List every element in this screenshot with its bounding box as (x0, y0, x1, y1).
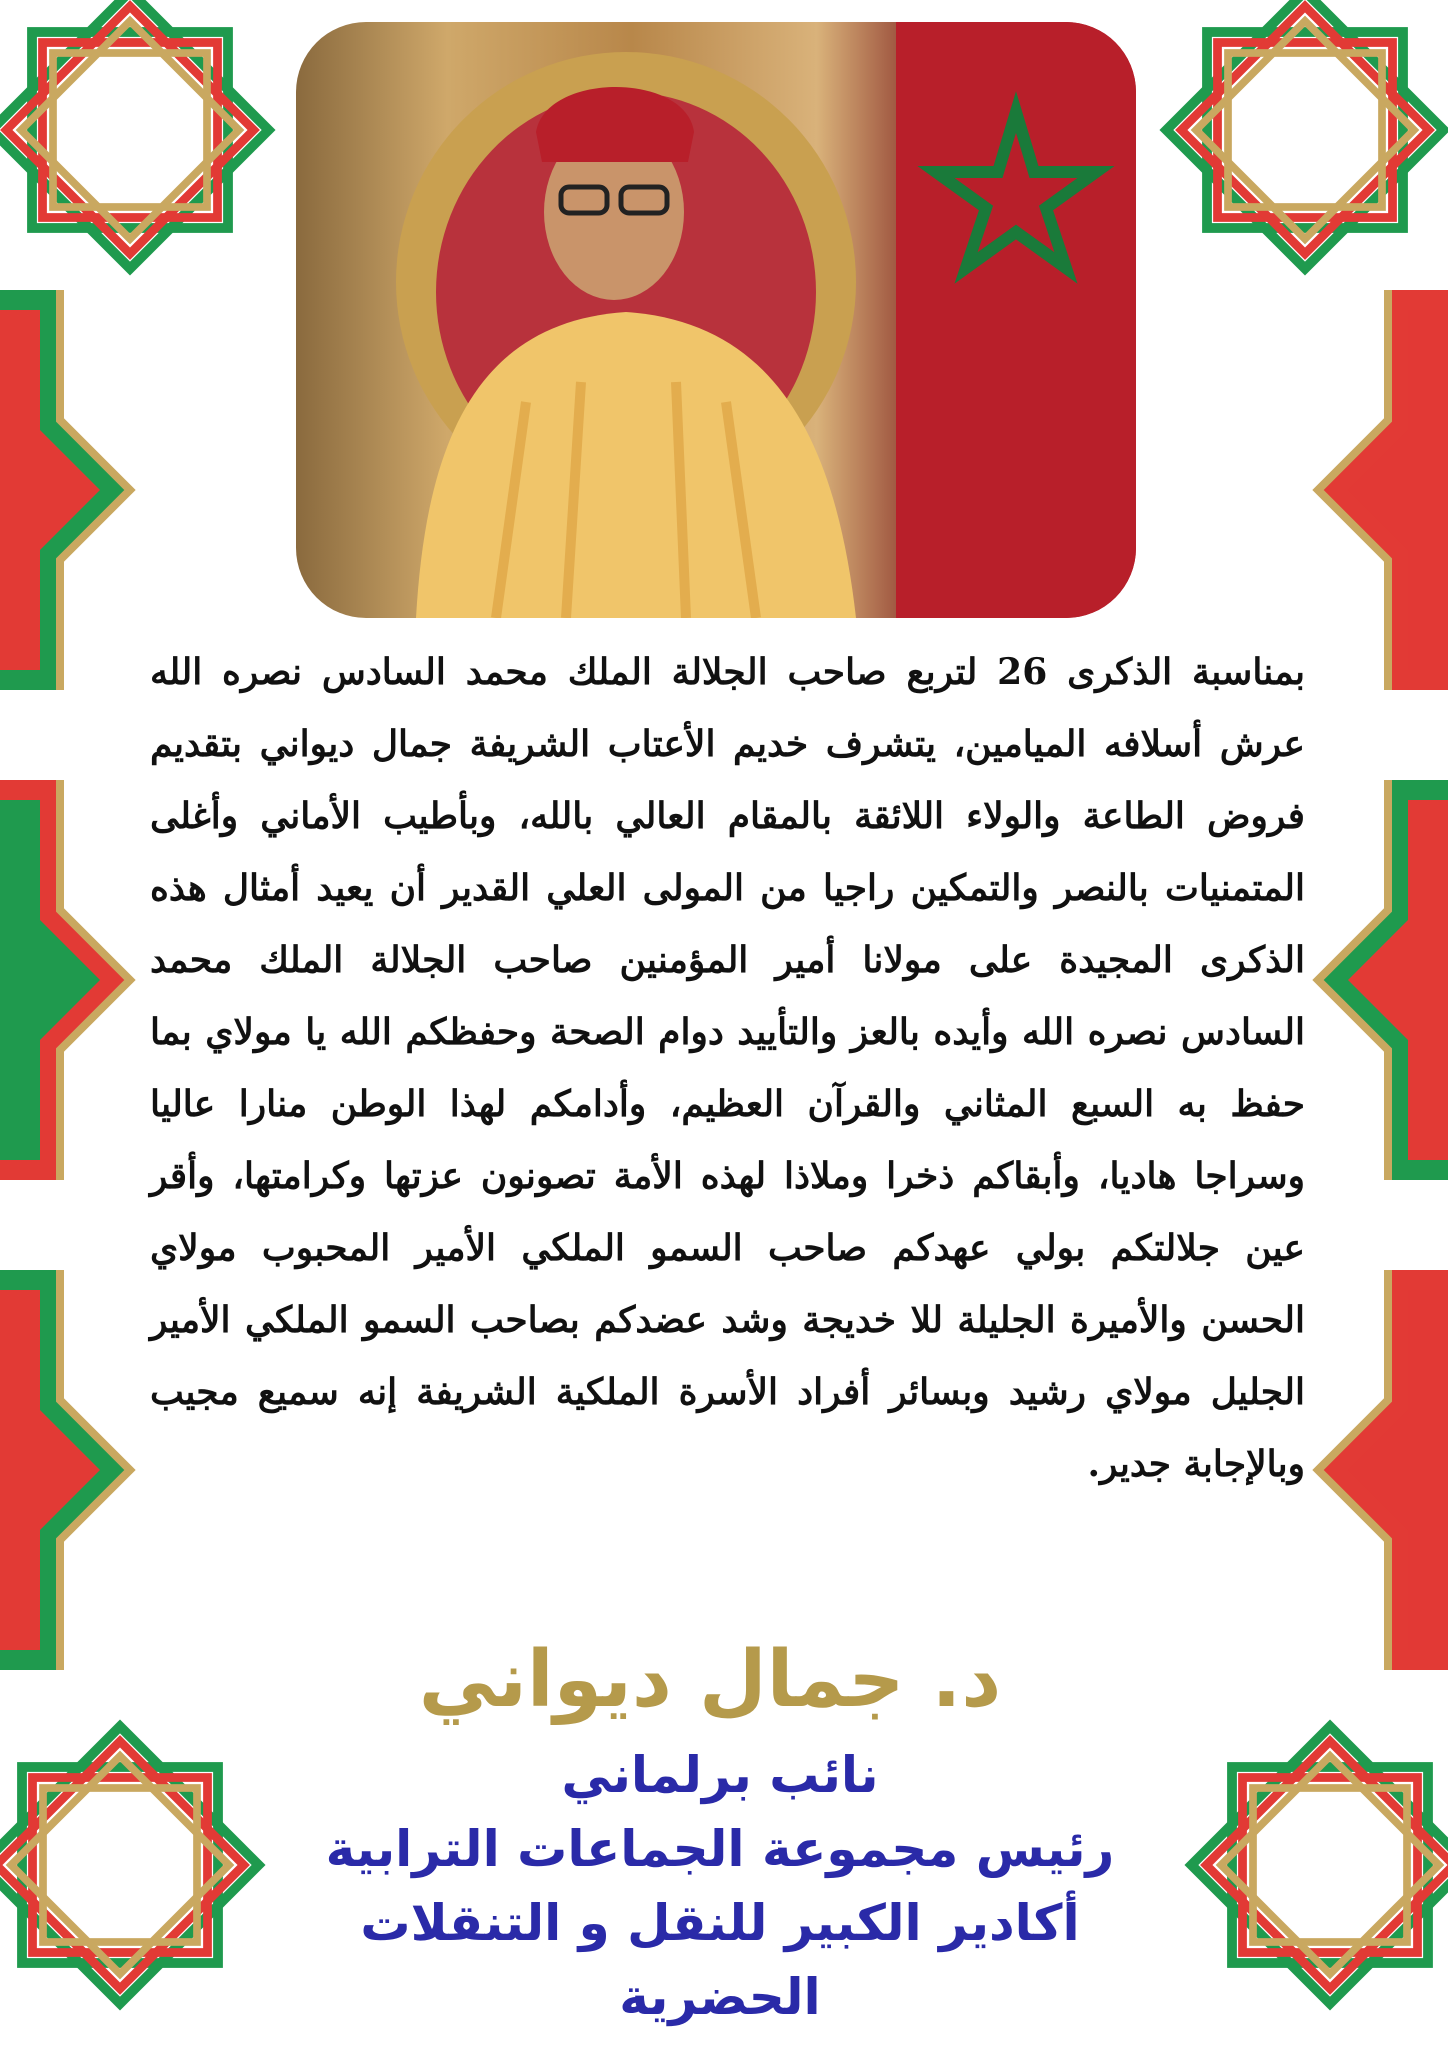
portrait-photo-icon (296, 22, 1136, 618)
congratulatory-message: بمناسبة الذكرى 26 لتربع صاحب الجلالة الملك محمد السادس نصره الله عرش أسلافه الميامين، يتشرف خديم الأعتاب الشريفة جمال ديواني بتقديم فروض الطاعة والولاء اللائقة بالمقام العالي بالله، وبأطيب الأماني وأغلى المتمنيات بالنصر والتمكين راجيا من المولى العلي القدير أن يعيد أمثال هذه الذكرى المجيدة على مولانا أمير المؤمنين صاحب الجلالة الملك محمد السادس نصره الله وأيده بالعز والتأييد دوام الصحة وحفظكم الله يا مولاي بما حفظ به السبع المثاني والقرآن العظيم، وأدامكم لهذا الوطن منارا عاليا وسراجا هاديا، وأبقاكم ذخرا وملاذا لهذه الأمة تصونون عزتها وكرامتها، وأقر عين جلالتكم بولي عهدكم صاحب السمو الملكي الأمير المحبوب مولاي الحسن والأميرة الجليلة للا خديجة وشد عضدكم بصاحب السمو الملكي الأمير الجليل مولاي رشيد وبسائر أفراد الأسرة الملكية الشريفة إنه سميع مجيب وبالإجابة جدير. (150, 651, 1306, 1485)
left-side-ornaments (0, 290, 130, 1670)
right-side-ornaments (1318, 290, 1448, 1670)
signer-titles (220, 1738, 1220, 2034)
title-line: الحضرية (619, 1968, 821, 2026)
signer-name: د. جمال ديواني (418, 1635, 1002, 1725)
title-line: نائب برلماني (561, 1746, 879, 1804)
title-line: رئيس مجموعة الجماعات الترابية (325, 1820, 1115, 1878)
portrait-photo (296, 22, 1136, 618)
star-ornament-top-right (1166, 0, 1443, 269)
title-line: أكادير الكبير للنقل و التنقلات (360, 1894, 1080, 1952)
star-ornament-top-left (0, 0, 269, 269)
star-ornament-bottom-right (1191, 1726, 1448, 2003)
